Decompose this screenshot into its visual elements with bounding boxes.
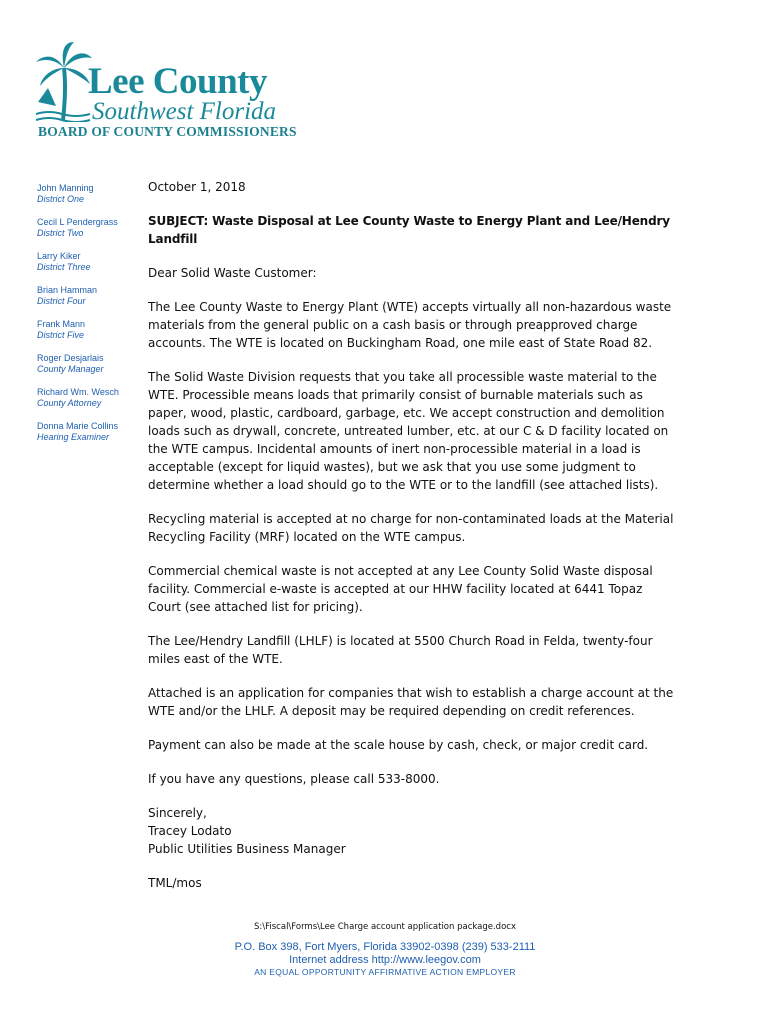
- letter-date: October 1, 2018: [148, 180, 246, 194]
- official-entry: [37, 421, 137, 443]
- signer-title: Public Utilities Business Manager: [148, 842, 346, 856]
- official-name: Richard Wm. Wesch: [37, 387, 119, 397]
- official-entry: [37, 285, 137, 307]
- footer-web: Internet address http://www.leegov.com: [289, 954, 481, 966]
- palm-tree-icon: [34, 40, 94, 122]
- paragraph-landfill: The Lee/Hendry Landfill (LHLF) is located at 5500 Church Road in Felda, twenty-four miles east of the WTE.: [148, 634, 653, 666]
- paragraph-wte-intro: The Lee County Waste to Energy Plant (WTE) accepts virtually all non-hazardous waste materials from the general public on a cash basis or through preapproved charge accounts. The WTE is located on Buckingham Road, one mile east of State Road 82.: [148, 300, 672, 350]
- paragraph-application: Attached is an application for companies that wish to establish a charge account at the WTE and/or the LHLF. A deposit may be required depending on credit references.: [148, 686, 674, 718]
- official-role: District Three: [37, 262, 91, 272]
- official-role: District Five: [37, 330, 84, 340]
- official-entry: [37, 217, 137, 239]
- official-name: Larry Kiker: [37, 251, 81, 261]
- official-name: Frank Mann: [37, 319, 86, 329]
- county-name: Lee County: [88, 61, 267, 102]
- paragraph-chemical: Commercial chemical waste is not accepted at any Lee County Solid Waste disposal facility. Commercial e-waste is accepted at our HHW facility located at 6441 Topaz Court (see attached list for pricing).: [148, 564, 653, 614]
- letter-salutation: Dear Solid Waste Customer:: [148, 266, 317, 280]
- official-name: Brian Hamman: [37, 285, 98, 295]
- official-entry: [37, 353, 137, 375]
- official-entry: [37, 319, 137, 341]
- letter-subject: SUBJECT: Waste Disposal at Lee County Waste to Energy Plant and Lee/Hendry Landfill: [148, 214, 670, 246]
- file-path: S:\Fiscal\Forms\Lee Charge account application package.docx: [254, 922, 516, 932]
- page-footer: [0, 922, 770, 978]
- paragraph-recycling: Recycling material is accepted at no charge for non-contaminated loads at the Material Recycling Facility (MRF) located on the WTE campus.: [148, 512, 674, 544]
- official-entry: [37, 251, 137, 273]
- officials-sidebar: [37, 183, 137, 455]
- signer-name: Tracey Lodato: [148, 824, 232, 838]
- footer-eo-statement: AN EQUAL OPPORTUNITY AFFIRMATIVE ACTION EMPLOYER: [254, 967, 516, 977]
- official-name: Donna Marie Collins: [37, 421, 119, 431]
- official-role: District One: [37, 194, 85, 204]
- letter-body: [148, 178, 678, 908]
- official-role: District Four: [37, 296, 86, 306]
- letter-initials: TML/mos: [148, 876, 202, 890]
- official-entry: [37, 387, 137, 409]
- official-role: County Attorney: [37, 398, 102, 408]
- official-name: John Manning: [37, 183, 94, 193]
- official-name: Roger Desjarlais: [37, 353, 104, 363]
- letter-closing: Sincerely,: [148, 806, 207, 820]
- official-role: District Two: [37, 228, 84, 238]
- official-entry: [37, 183, 137, 205]
- paragraph-processible: The Solid Waste Division requests that you take all processible waste material to the WTE. Processible means loads that primarily consist of burnable materials such as paper, wood, plastic, cardboard, garbage, etc. We accept construction and demolition loads such as drywall, concrete, untreated lumber, etc. at our C & D facility located on the WTE campus. Incidental amounts of inert non-processible material in a load is acceptable (except for liquid wastes), but we ask that you use some judgment to determine whether a load should go to the WTE or to the landfill (see attached lists).: [148, 370, 669, 492]
- paragraph-payment: Payment can also be made at the scale house by cash, check, or major credit card.: [148, 738, 649, 752]
- footer-address: P.O. Box 398, Fort Myers, Florida 33902-0398 (239) 533-2111: [234, 941, 536, 953]
- board-title: BOARD OF COUNTY COMMISSIONERS: [38, 124, 297, 139]
- region-name: Southwest Florida: [92, 98, 277, 125]
- official-role: County Manager: [37, 364, 104, 374]
- official-name: Cecil L Pendergrass: [37, 217, 118, 227]
- paragraph-questions: If you have any questions, please call 533-8000.: [148, 772, 440, 786]
- official-role: Hearing Examiner: [37, 432, 110, 442]
